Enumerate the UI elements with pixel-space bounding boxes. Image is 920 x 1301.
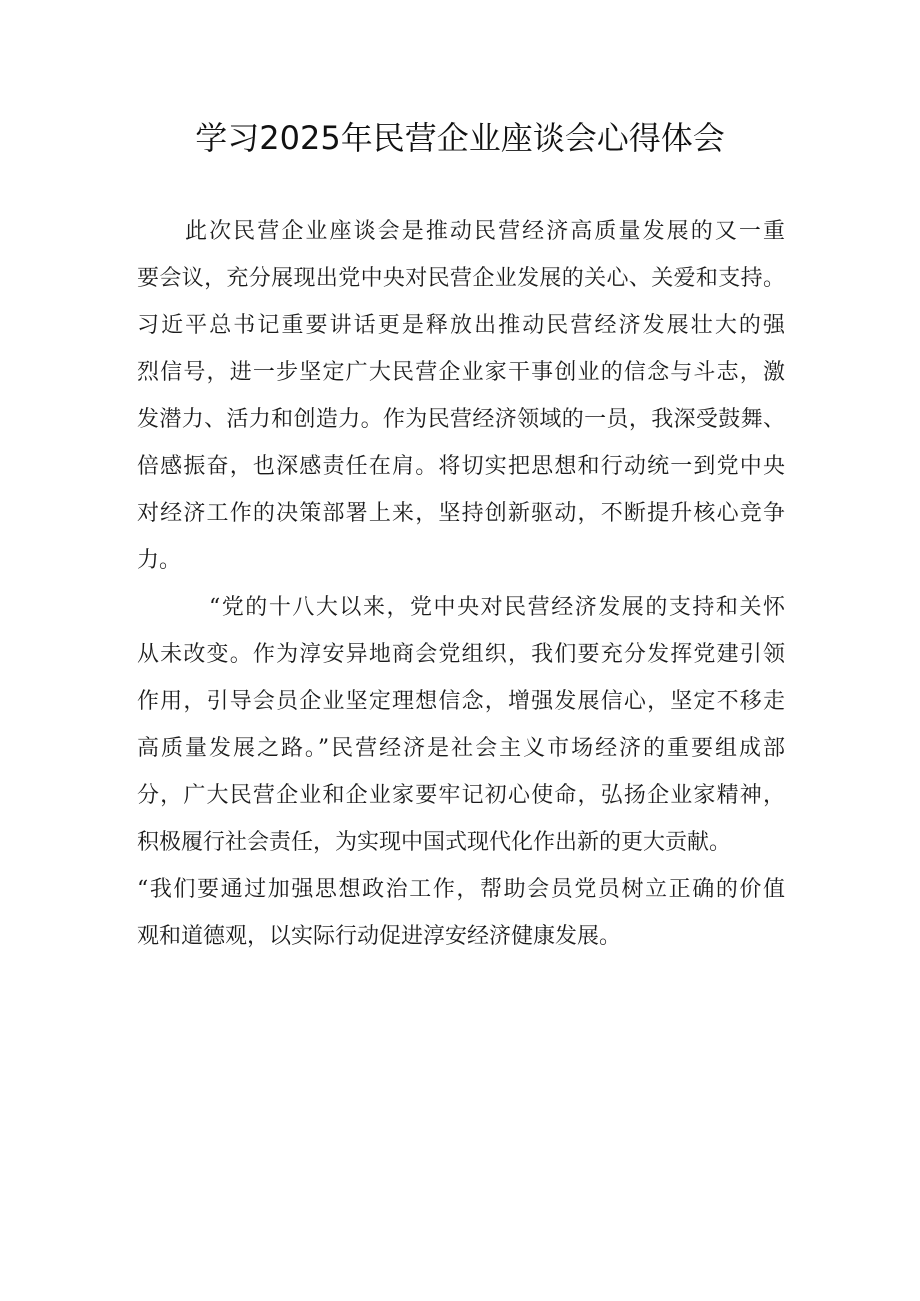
paragraph-line: 习近平总书记重要讲话更是释放出推动民营经济发展壮大的强: [137, 313, 785, 338]
paragraph-line: 分，广大民营企业和企业家要牢记初心使命，弘扬企业家精神，: [137, 783, 785, 808]
paragraph-line: 对经济工作的决策部署上来，坚持创新驱动，不断提升核心竞争: [137, 501, 785, 526]
paragraph-line: 烈信号，进一步坚定广大民营企业家干事创业的信念与斗志，激: [137, 360, 785, 385]
paragraph-line: “我们要通过加强思想政治工作，帮助会员党员树立正确的价值: [137, 877, 785, 902]
document-title: 学习2025年民营企业座谈会心得体会: [195, 119, 725, 157]
document-body: [137, 208, 785, 960]
paragraph-line: 作用，引导会员企业坚定理想信念，增强发展信心，坚定不移走: [137, 689, 785, 714]
paragraph-line: 从未改变。作为淳安异地商会党组织，我们要充分发挥党建引领: [137, 642, 785, 667]
paragraph-1: [137, 208, 785, 584]
paragraph-line: “党的十八大以来，党中央对民营经济发展的支持和关怀: [209, 595, 785, 620]
paragraph-line: 力。: [137, 548, 182, 573]
paragraph-line: 观和道德观，以实际行动促进淳安经济健康发展。: [137, 924, 622, 949]
paragraph-line: 高质量发展之路。”民营经济是社会主义市场经济的重要组成部: [137, 736, 785, 761]
paragraph-line: 倍感振奋，也深感责任在肩。将切实把思想和行动统一到党中央: [137, 454, 785, 479]
paragraph-2: [137, 584, 785, 960]
paragraph-line: 要会议，充分展现出党中央对民营企业发展的关心、关爱和支持。: [137, 266, 785, 291]
paragraph-line: 积极履行社会责任，为实现中国式现代化作出新的更大贡献。: [137, 830, 732, 855]
paragraph-line: 发潜力、活力和创造力。作为民营经济领域的一员，我深受鼓舞、: [137, 407, 785, 432]
paragraph-line: 此次民营企业座谈会是推动民营经济高质量发展的又一重: [185, 219, 785, 244]
